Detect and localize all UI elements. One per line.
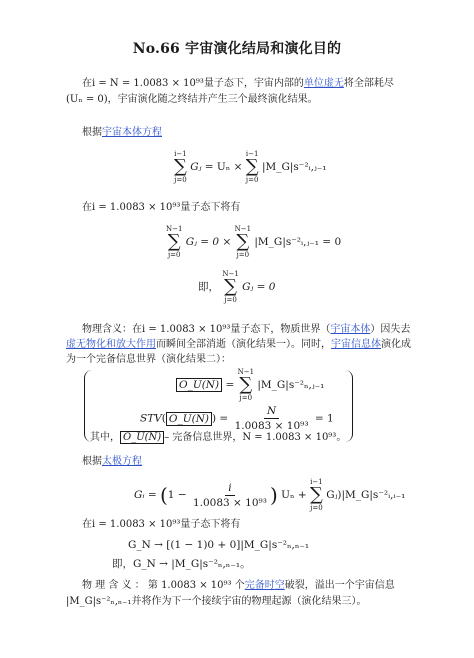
link-cosmic-ontology[interactable]: 宇宙本体 [330, 324, 371, 335]
equation-5: G_N → [(1 − 1)0 + 0]|M_G|s⁻²ₙ,ₙ₋₁ [128, 539, 310, 551]
link-cosmic-ontology-equation[interactable]: 宇宙本体方程 [102, 127, 162, 138]
link-cosmic-information-body[interactable]: 宇宙信息体 [331, 339, 381, 350]
basis-line-1: 根据宇宙本体方程 [82, 127, 162, 138]
system-row-3: 其中， O_U(N) – 完备信息世界，N = 1.0083 × 10⁹³。 [90, 432, 347, 443]
link-unit-void[interactable]: 单位虚无 [303, 78, 344, 89]
link-taiji-equation[interactable]: 太极方程 [102, 456, 142, 467]
sum-symbol: i−1 ∑ j=0 [174, 150, 187, 184]
para1-line2: (Uₙ = 0)，宇宙演化随之终结并产生三个最终演化结果。 [66, 94, 318, 105]
equation-4: Gᵢ = (1 − $\frac{i}{\text{1.0083 × 10⁹³}}$ ) Uₙ + i−1 ∑ j=0 Gⱼ)|M_G|s⁻²ᵢ,ᵢ₋₁ [134, 478, 406, 512]
equation-6: 即，G_N → |M_G|s⁻²ₙ,ₙ₋₁。 [112, 558, 251, 570]
link-complete-spacetime[interactable]: 完备时空 [244, 580, 285, 591]
sum-symbol: i−1 ∑ j=0 [245, 150, 259, 184]
para2-line3: 为一个完备信息世界（演化结果二）： [66, 354, 231, 365]
system-row-1: O_U(N) = N−1 ∑ j=0 |M_G|s⁻²ₙ,ⱼ₋₁ [176, 368, 324, 402]
condition-line-2: 在i = 1.0083 × 10⁹³量子态下将有 [82, 519, 241, 530]
basis-line-2: 根据太极方程 [82, 456, 142, 467]
link-void-materialization[interactable]: 虚无物化和放大作用 [66, 339, 156, 350]
page-title: No.66 宇宙演化结局和演化目的 [132, 41, 342, 57]
para3-line2: |M_G|s⁻²ₙ,ₙ₋₁并将作为下一个接续宇宙的物理起源（演化结果三）。 [66, 596, 367, 607]
equation-3: 即， N−1 ∑ j=0 Gⱼ = 0 [198, 270, 276, 304]
system-row-2: STV( O_U(N) ) = $\frac{N}{\text{1.0083 × 10⁹³}}$ = 1 [140, 405, 334, 432]
para1-line1: 在i = N = 1.0083 × 10⁹³量子态下，宇宙内部的单位虚无将全部耗尽 [82, 78, 394, 89]
para3-line1: 物 理 含 义 ： 第 1.0083 × 10⁹³ 个完备时空破裂，溢出一个宇宙信息 [82, 580, 395, 591]
para2-line2: 虚无物化和放大作用而瞬间全部消逝（演化结果一）。同时，宇宙信息体演化成 [66, 339, 411, 350]
equation-2: N−1 ∑ j=0 Gⱼ = 0 × N−1 ∑ j=0 |M_G|s⁻²ᵢ,ⱼ₋₁ = 0 [166, 225, 342, 259]
para2-line1: 物理含义：在i = 1.0083 × 10⁹³量子态下，物质世界（宇宙本体）因失去 [82, 324, 411, 335]
equation-1: i−1 ∑ j=0 Gⱼ = Uₙ × i−1 ∑ j=0 |M_G|s⁻²ᵢ,ⱼ₋₁ [174, 150, 327, 184]
condition-line-1: 在i = 1.0083 × 10⁹³量子态下将有 [82, 202, 241, 213]
